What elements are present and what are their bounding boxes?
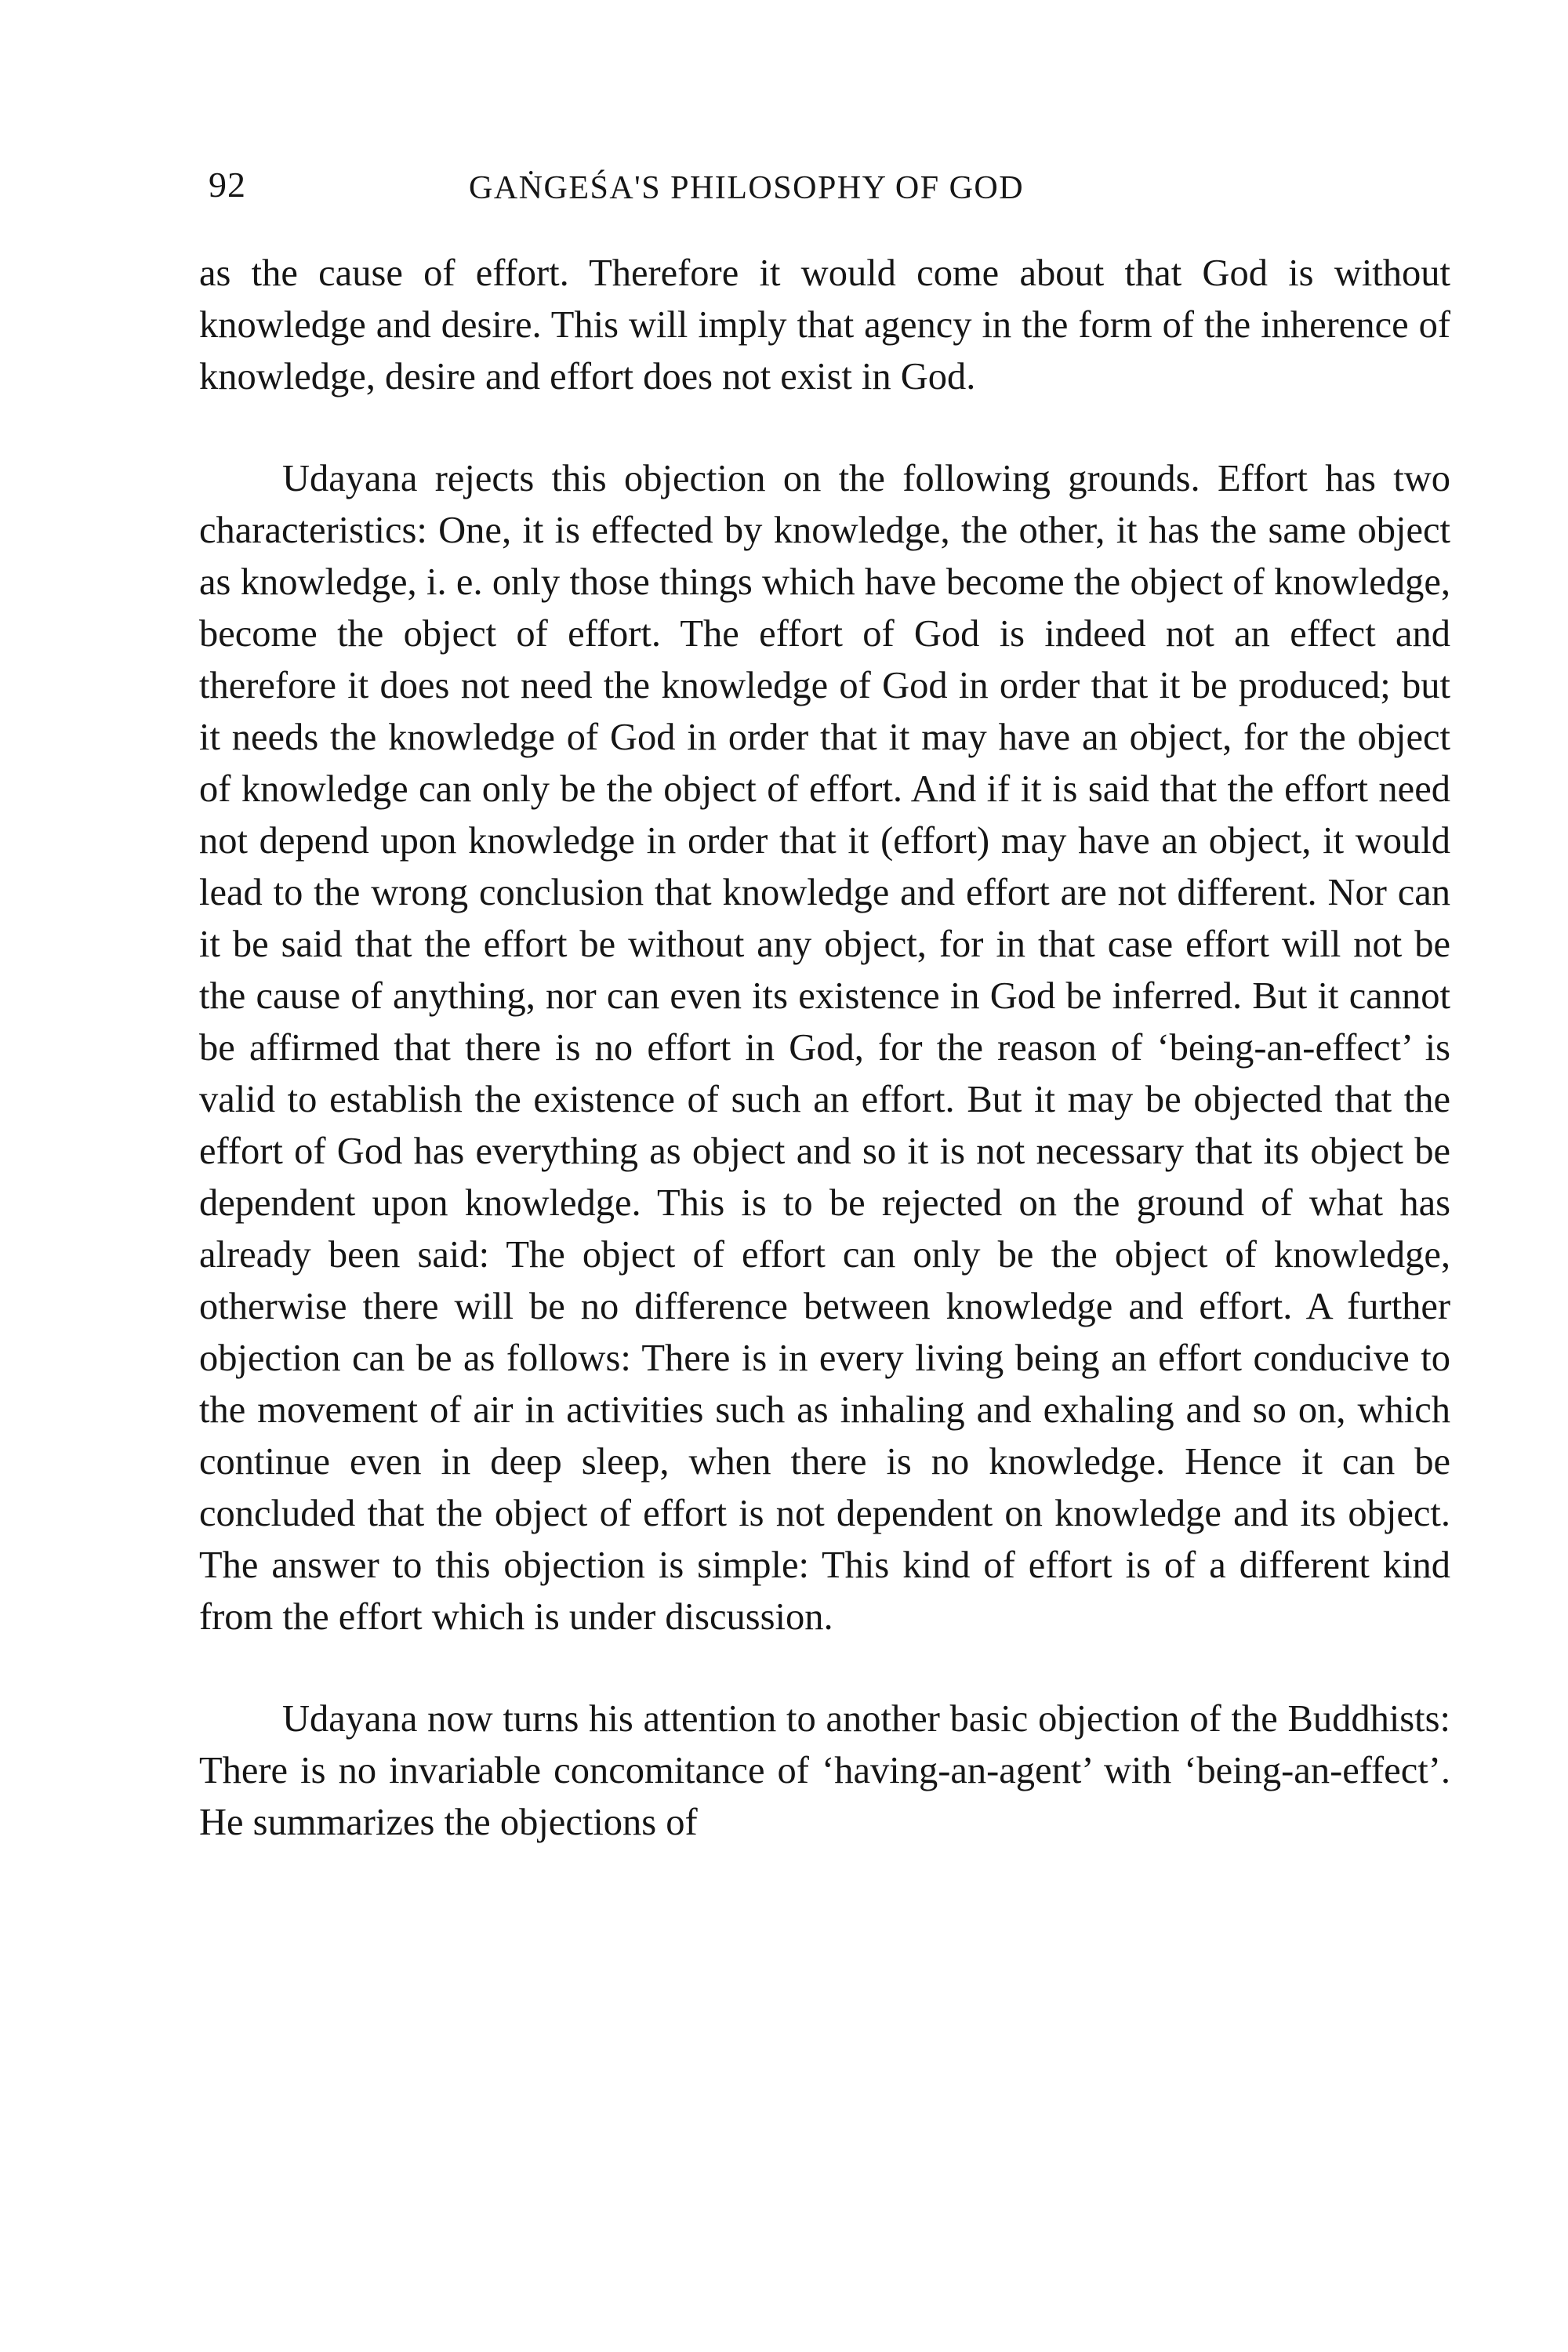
paragraph-continuation: as the cause of effort. Therefore it would come about that God is without knowledge and desire. This will imply that agency in the form of the inherence of knowledge, desire and effort does not exist in God. bbox=[199, 252, 1450, 397]
paragraph-udayana-rejects-objection: Udayana rejects this objection on the following grounds. Effort has two characteristics: One, it is effected by knowledge, the other, it has the same object as knowledge, i. e. only those things which have become the object of knowledge, become the object of effort. The effort of God is indeed not an effect and therefore it does not need the knowledge of God in order that it be produced; but it needs the knowledge of God in order that it may have an object, for the object of knowledge can only be the object of effort. And if it is said that the effort need not depend upon knowledge in order that it (effort) may have an object, it would lead to the wrong conclusion that knowledge and effort are not different. Nor can it be said that the effort be without any object, for in that case effort will not be the cause of anything, nor can even its existence in God be inferred. But it cannot be affirmed that there is no effort in God, for the reason of ‘being-an-effect’ is valid to establish the existence of such an effort. But it may be objected that the effort of God has everything as object and so it is not necessary that its object be dependent upon knowledge. This is to be rejected on the ground of what has already been said: The object of effort can only be the object of knowledge, otherwise there will be no difference between knowledge and effort. A further objection can be as follows: There is in every living being an effort conducive to the movement of air in activities such as inhaling and exhaling and so on, which continue even in deep sleep, when there is no knowledge. Hence it can be concluded that the object of effort is not dependent on knowledge and its object. The answer to this objection is simple: This kind of effort is of a different kind from the effort which is under discussion. bbox=[199, 458, 1450, 1638]
body-text bbox=[199, 248, 1450, 1849]
paragraph-buddhist-objection: Udayana now turns his attention to another basic objection of the Buddhists: There is no invariable concomitance of ‘having-an-agent’ with ‘being-an-effect’. He summarizes the objections of bbox=[199, 1698, 1450, 1843]
page-number: 92 bbox=[209, 165, 246, 205]
running-title: GAṄGEŚA'S PHILOSOPHY OF GOD bbox=[469, 170, 1025, 206]
page-header bbox=[209, 162, 1447, 209]
